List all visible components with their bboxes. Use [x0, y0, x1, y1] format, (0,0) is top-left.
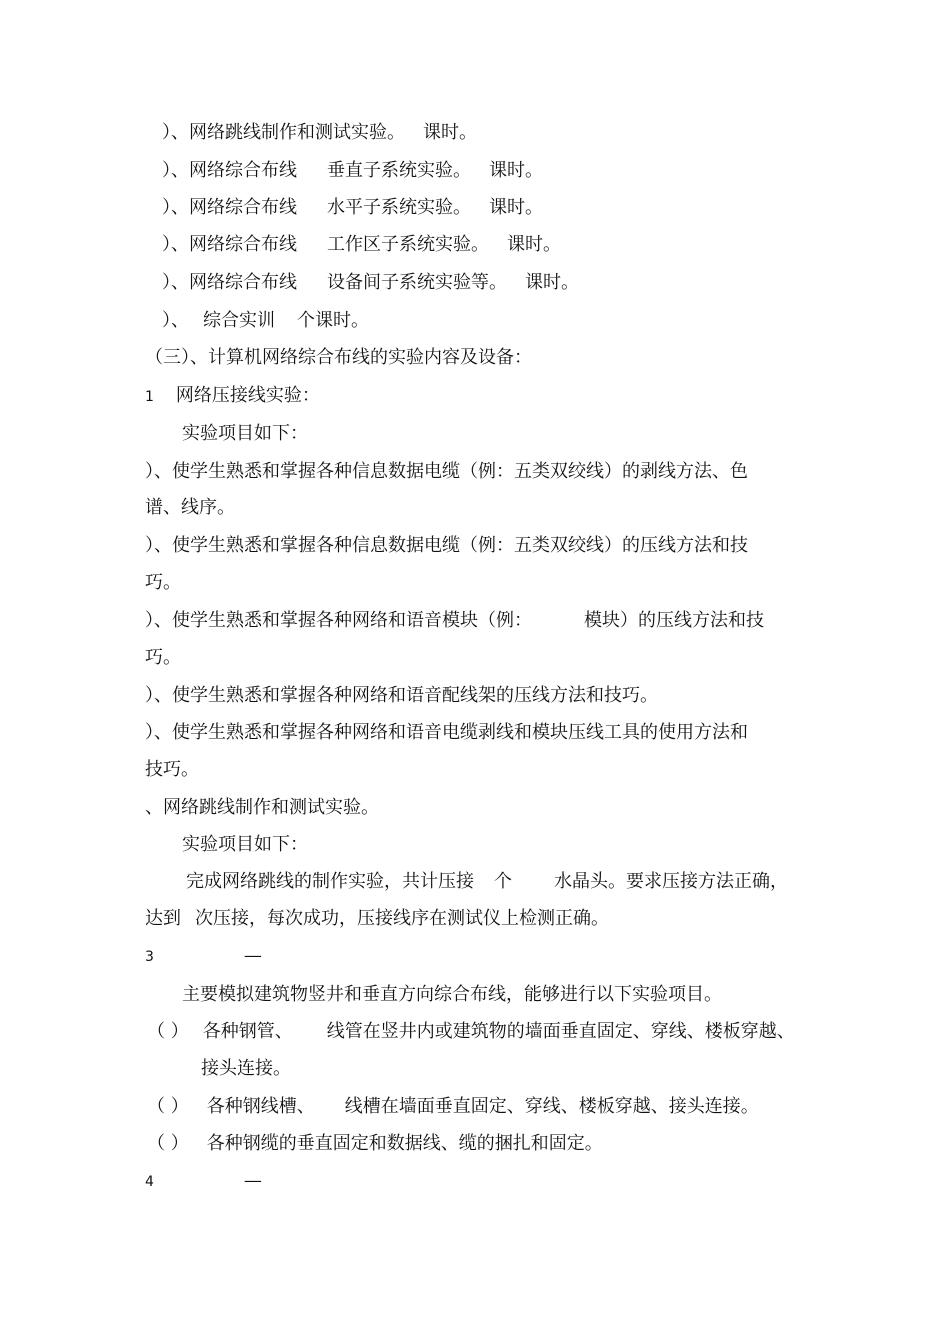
text-line: 主要模拟建筑物竖井和垂直方向综合布线，能够进行以下实验项目。 [182, 984, 722, 1005]
text-line: ）、使学生熟悉和掌握各种网络和语音电缆剥线和模块压线工具的使用方法和 [145, 722, 748, 743]
text-line: ）、网络综合布线 垂直子系统实验。 课时。 [162, 160, 543, 181]
text-line: 巧。 [145, 647, 181, 668]
text-line: （ ） 各种钢管、 线管在竖井内或建筑物的墙面垂直固定、穿线、楼板穿越、 [147, 1021, 795, 1042]
text-line: ）、网络跳线制作和测试实验。 课时。 [162, 122, 477, 143]
section-heading: （三）、计算机网络综合布线的实验内容及设备： [145, 347, 532, 368]
subsection-heading: 4 — [145, 1170, 262, 1191]
text-line: ）、网络综合布线 工作区子系统实验。 课时。 [162, 234, 561, 255]
text-line: 巧。 [145, 572, 181, 593]
text-line: 接头连接。 [201, 1058, 291, 1079]
text-line: ）、网络综合布线 水平子系统实验。 课时。 [162, 197, 543, 218]
text-line: ）、使学生熟悉和掌握各种信息数据电缆（例：五类双绞线）的压线方法和技 [145, 535, 748, 556]
subsection-heading: 1 网络压接线实验： [145, 385, 320, 406]
text-line: 完成网络跳线的制作实验，共计压接 个 水晶头。要求压接方法正确， [186, 871, 788, 892]
subsection-heading: 、网络跳线制作和测试实验。 [145, 797, 379, 818]
text-line: 实验项目如下： [182, 834, 308, 855]
text-line: 达到 次压接，每次成功，压接线序在测试仪上检测正确。 [145, 908, 609, 929]
text-line: ）、网络综合布线 设备间子系统实验等。 课时。 [162, 272, 579, 293]
text-line: ）、使学生熟悉和掌握各种信息数据电缆（例：五类双绞线）的剥线方法、色 [145, 461, 748, 482]
text-line: 技巧。 [145, 759, 199, 780]
text-line: ）、 综合实训 个课时。 [162, 310, 369, 331]
text-line: 实验项目如下： [182, 423, 308, 444]
text-line: （ ） 各种钢缆的垂直固定和数据线、缆的捆扎和固定。 [147, 1133, 603, 1154]
text-line: 谱、线序。 [145, 497, 235, 518]
subsection-heading: 3 — [145, 945, 262, 966]
text-line: （ ） 各种钢线槽、 线槽在墙面垂直固定、穿线、楼板穿越、接头连接。 [147, 1096, 759, 1117]
text-line: ）、使学生熟悉和掌握各种网络和语音模块（例： 模块）的压线方法和技 [145, 610, 764, 631]
text-line: ）、使学生熟悉和掌握各种网络和语音配线架的压线方法和技巧。 [145, 685, 658, 706]
